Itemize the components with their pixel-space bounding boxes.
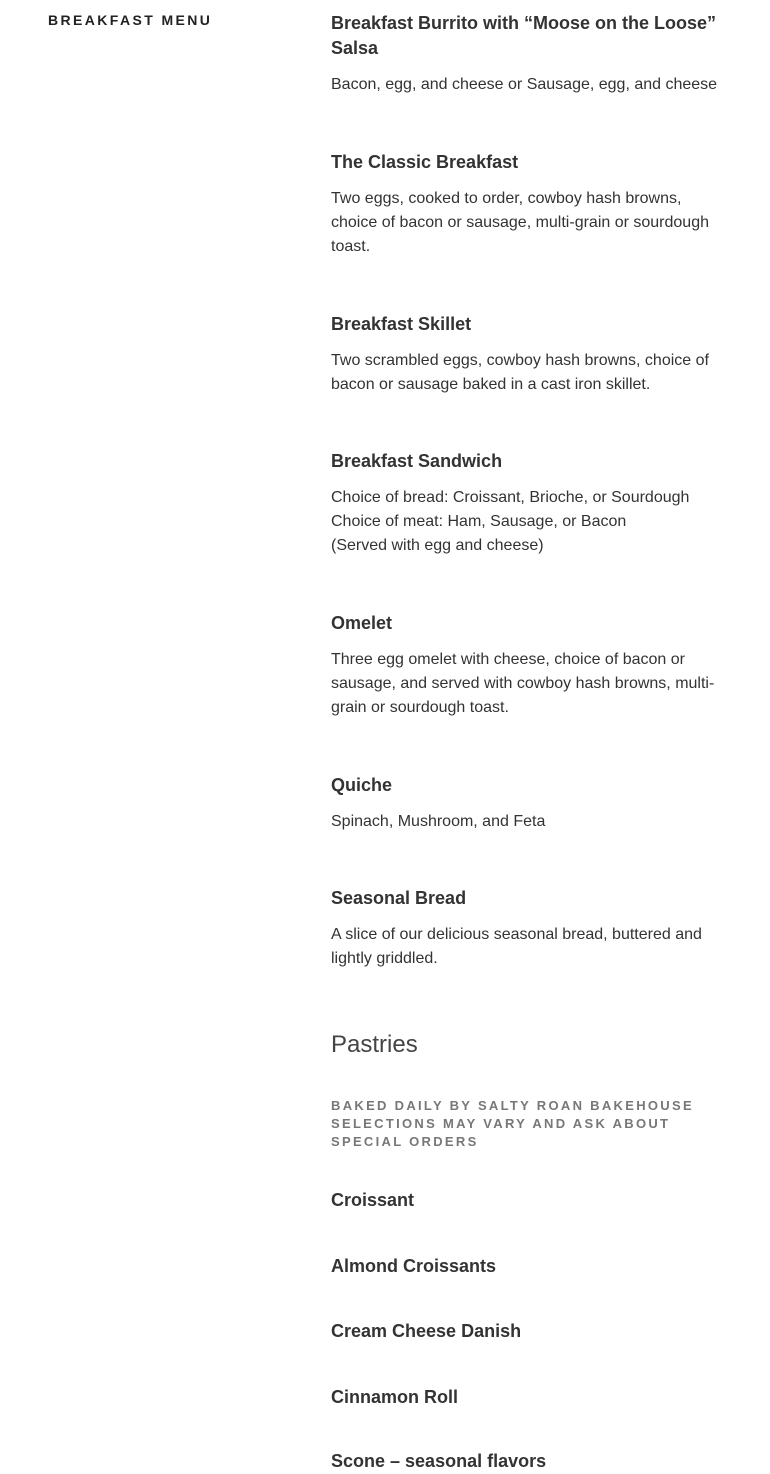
description-line: Choice of meat: Ham, Sausage, or Bacon [331,513,627,530]
menu-item [331,11,726,97]
pastry-item-title: Cream Cheese Danish [331,1321,522,1341]
menu-item-description: Spinach, Mushroom, and Feta [331,813,546,830]
note-line: SELECTIONS MAY VARY AND ASK ABOUT [331,1116,671,1131]
menu-item-title: Breakfast Skillet [331,314,472,334]
note-line: BAKED DAILY BY SALTY ROAN BAKEHOUSE [331,1098,694,1113]
menu-item-title: Seasonal Bread [331,888,467,908]
pastry-item-title: Almond Croissants [331,1256,497,1276]
sidebar-heading: BREAKFAST MENU [48,12,213,28]
menu-item-title: Breakfast Sandwich [331,451,503,471]
pastry-item [331,1319,726,1344]
menu-item-description: A slice of our delicious seasonal bread, buttered and lightly griddled. [331,926,702,967]
pastry-item-title: Cinnamon Roll [331,1387,458,1407]
menu-item-title: Omelet [331,613,393,633]
pastry-item [331,1254,726,1279]
pastry-item [331,1188,726,1213]
menu-item [331,312,726,397]
menu-item-title: The Classic Breakfast [331,152,519,172]
menu-item-description: Bacon, egg, and cheese or Sausage, egg, and cheese [331,76,718,93]
pastry-item [331,1385,726,1410]
menu-item-description [331,486,726,558]
menu-item-title: Quiche [331,775,393,795]
description-line: (Served with egg and cheese) [331,537,544,554]
menu-item [331,611,726,720]
note-line: SPECIAL ORDERS [331,1134,479,1149]
menu-item [331,150,726,259]
pastry-item-title: Croissant [331,1190,415,1210]
menu-item-title: Breakfast Burrito with “Moose on the Loose” Salsa [331,13,717,58]
menu-item [331,773,726,834]
menu-item-description: Two eggs, cooked to order, cowboy hash browns, choice of bacon or sausage, multi-grain or sourdough toast. [331,190,709,255]
pastry-item-title: Scone – seasonal flavors [331,1451,547,1471]
menu-item [331,886,726,971]
description-line: Choice of bread: Croissant, Brioche, or Sourdough [331,489,690,506]
menu-item-description: Two scrambled eggs, cowboy hash browns, choice of bacon or sausage baked in a cast iron skillet. [331,352,709,393]
pastries-note [331,1097,731,1151]
menu-item-description: Three egg omelet with cheese, choice of bacon or sausage, and served with cowboy hash browns, multi-grain or sourdough toast. [331,651,715,716]
menu-item [331,449,726,558]
pastries-heading: Pastries [331,1031,418,1058]
